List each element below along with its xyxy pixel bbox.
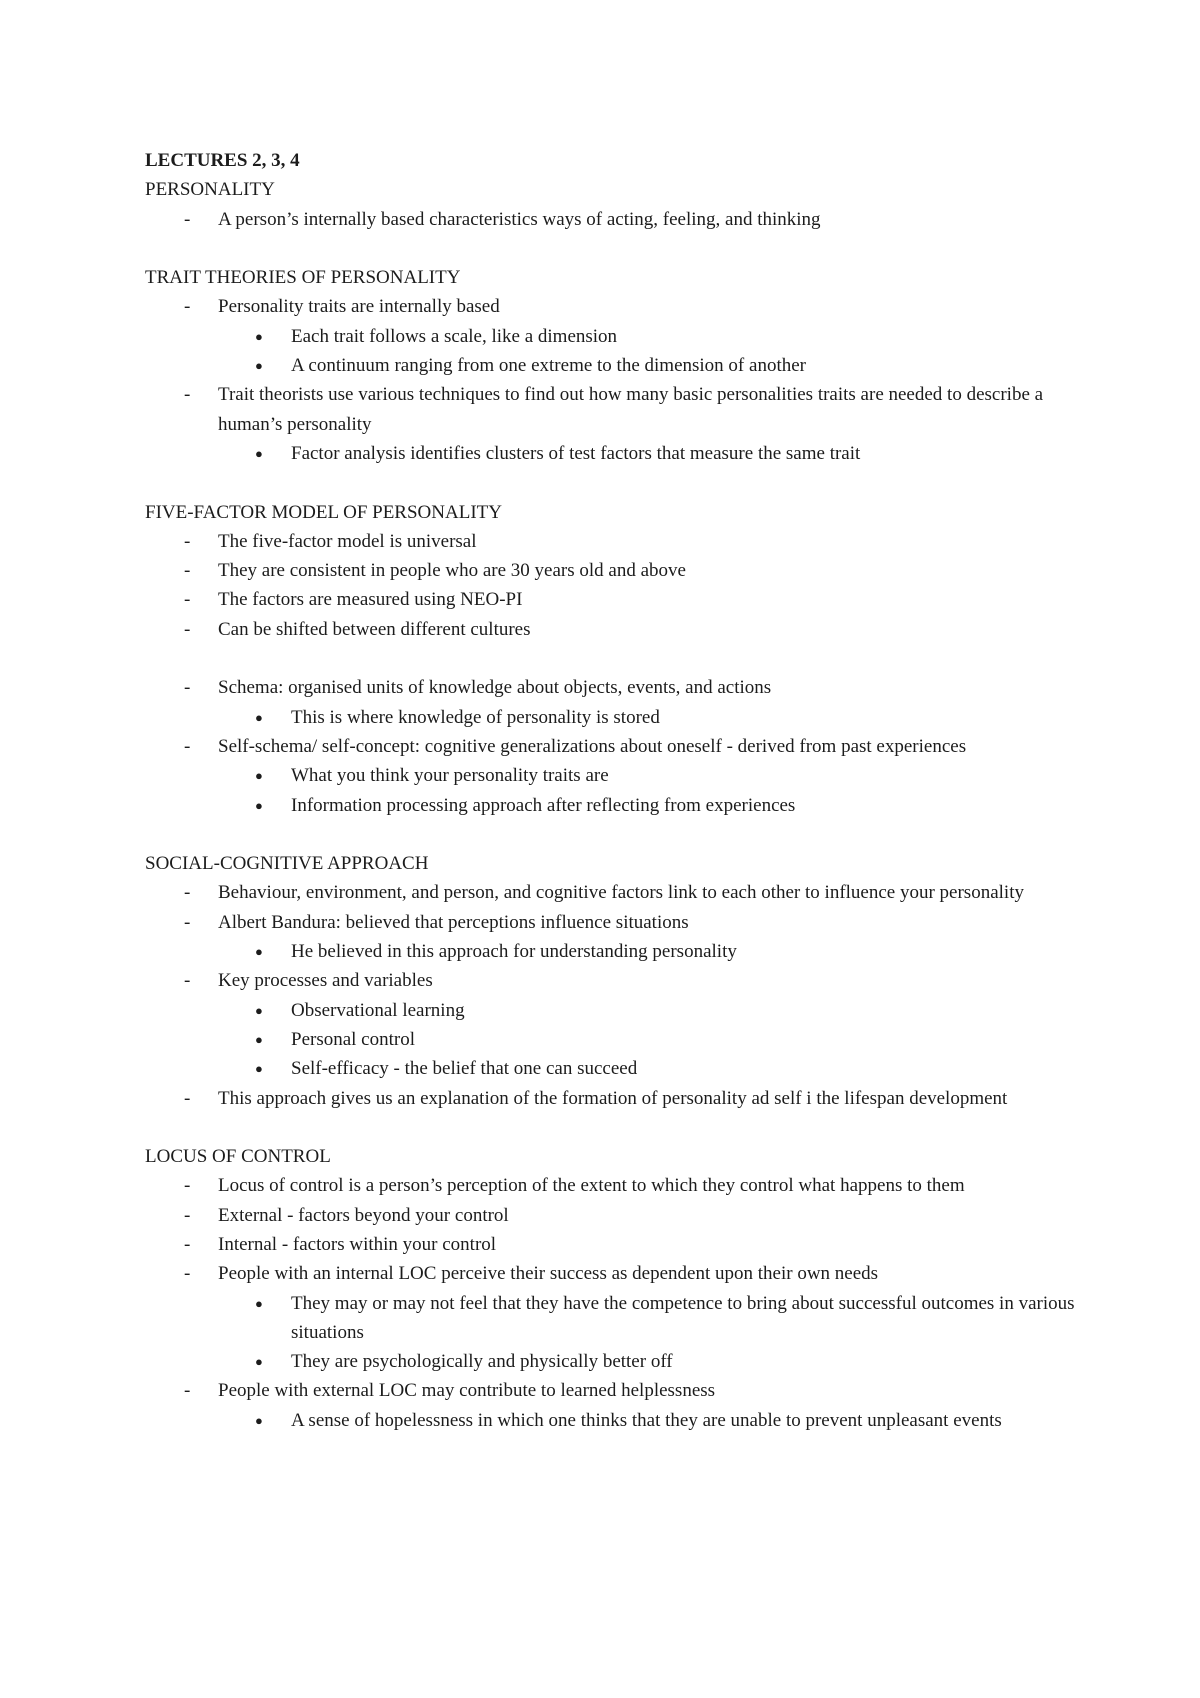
dash-list-item — [145, 732, 1105, 761]
dash-list-item — [145, 205, 1105, 234]
bullet-list-item — [145, 322, 1105, 351]
dash-list-item — [145, 527, 1105, 556]
bullet-marker: ● — [255, 797, 263, 813]
bullet-marker: ● — [255, 709, 263, 725]
bullet-marker: ● — [255, 1061, 263, 1077]
list-item-text: Schema: organised units of knowledge about objects, events, and actions — [218, 677, 772, 699]
list-item-text: Trait theorists use various techniques to find out how many basic personalities traits are needed to describe a human’s personality — [218, 384, 1044, 435]
list-item-text: Each trait follows a scale, like a dimension — [291, 325, 618, 347]
section-heading: TRAIT THEORIES OF PERSONALITY — [145, 267, 461, 289]
section-spacer — [145, 1113, 1105, 1142]
section-heading: PERSONALITY — [145, 179, 275, 201]
list-item-text: Observational learning — [291, 999, 465, 1021]
list-item-text: They may or may not feel that they have the competence to bring about successful outcomes in various situations — [291, 1292, 1075, 1343]
dash-marker: - — [184, 911, 191, 933]
bullet-marker: ● — [255, 445, 263, 461]
dash-marker: - — [184, 1380, 191, 1402]
list-item-text: This approach gives us an explanation of the formation of personality ad self i the lifespan development — [218, 1087, 1008, 1109]
bullet-list-item — [145, 439, 1105, 468]
list-item-text: Self-schema/ self-concept: cognitive generalizations about oneself - derived from past experiences — [218, 735, 967, 757]
dash-marker: - — [184, 735, 191, 757]
dash-list-item — [145, 1376, 1105, 1405]
dash-marker: - — [184, 208, 191, 230]
list-item-text: People with external LOC may contribute to learned helplessness — [218, 1380, 716, 1402]
bullet-list-item — [145, 1054, 1105, 1083]
list-item-text: Self-efficacy - the belief that one can succeed — [291, 1058, 638, 1080]
section-spacer — [145, 468, 1105, 497]
dash-marker: - — [184, 882, 191, 904]
dash-marker: - — [184, 1175, 191, 1197]
dash-marker: - — [184, 618, 191, 640]
list-item-text: Behaviour, environment, and person, and cognitive factors link to each other to influence your personality — [218, 882, 1024, 904]
list-item-text: A continuum ranging from one extreme to the dimension of another — [291, 355, 806, 377]
list-item-text: What you think your personality traits are — [291, 765, 609, 787]
dash-list-item — [145, 1259, 1105, 1288]
dash-list-item — [145, 673, 1105, 702]
bullet-marker: ● — [255, 328, 263, 344]
dash-list-item — [145, 1084, 1105, 1113]
dash-list-item — [145, 380, 1105, 439]
section-heading: SOCIAL-COGNITIVE APPROACH — [145, 853, 429, 875]
dash-list-item — [145, 1230, 1105, 1259]
dash-marker: - — [184, 1087, 191, 1109]
list-item-text: The five-factor model is universal — [218, 530, 477, 552]
list-item-text: Internal - factors within your control — [218, 1233, 497, 1255]
list-item-text: Albert Bandura: believed that perceptions influence situations — [218, 911, 689, 933]
bullet-marker: ● — [255, 1031, 263, 1047]
section-spacer — [145, 820, 1105, 849]
dash-marker: - — [184, 1263, 191, 1285]
section-heading: LOCUS OF CONTROL — [145, 1146, 331, 1168]
dash-list-item — [145, 556, 1105, 585]
bullet-list-item — [145, 351, 1105, 380]
dash-marker: - — [184, 1233, 191, 1255]
list-item-text: Key processes and variables — [218, 970, 433, 992]
dash-marker: - — [184, 296, 191, 318]
bullet-list-item — [145, 937, 1105, 966]
blank-line — [145, 644, 1105, 673]
bullet-list-item — [145, 791, 1105, 820]
list-item-text: A sense of hopelessness in which one thinks that they are unable to prevent unpleasant events — [291, 1409, 1002, 1431]
bullet-list-item — [145, 703, 1105, 732]
section-spacer — [145, 234, 1105, 263]
dash-list-item — [145, 292, 1105, 321]
dash-marker: - — [184, 970, 191, 992]
bullet-list-item — [145, 1406, 1105, 1435]
list-item-text: Information processing approach after reflecting from experiences — [291, 794, 796, 816]
list-item-text: The factors are measured using NEO-PI — [218, 589, 523, 611]
bullet-list-item — [145, 1289, 1105, 1348]
dash-list-item — [145, 615, 1105, 644]
dash-marker: - — [184, 1204, 191, 1226]
dash-marker: - — [184, 560, 191, 582]
dash-list-item — [145, 1171, 1105, 1200]
section-heading: FIVE-FACTOR MODEL OF PERSONALITY — [145, 501, 502, 523]
bullet-list-item — [145, 996, 1105, 1025]
dash-list-item — [145, 1201, 1105, 1230]
dash-marker: - — [184, 589, 191, 611]
list-item-text: People with an internal LOC perceive their success as dependent upon their own needs — [218, 1263, 879, 1285]
list-item-text: He believed in this approach for understanding personality — [291, 941, 737, 963]
list-item-text: A person’s internally based characteristics ways of acting, feeling, and thinking — [218, 208, 821, 230]
dash-marker: - — [184, 677, 191, 699]
bullet-list-item — [145, 1025, 1105, 1054]
bullet-marker: ● — [255, 768, 263, 784]
dash-list-item — [145, 878, 1105, 907]
list-item-text: Can be shifted between different cultures — [218, 618, 531, 640]
bullet-marker: ● — [255, 1295, 263, 1311]
list-item-text: Factor analysis identifies clusters of test factors that measure the same trait — [291, 442, 861, 464]
bullet-marker: ● — [255, 358, 263, 374]
list-item-text: Personality traits are internally based — [218, 296, 500, 318]
dash-marker: - — [184, 530, 191, 552]
list-item-text: External - factors beyond your control — [218, 1204, 509, 1226]
dash-list-item — [145, 908, 1105, 937]
list-item-text: This is where knowledge of personality is stored — [291, 706, 660, 728]
dash-marker: - — [184, 384, 191, 406]
bullet-marker: ● — [255, 1412, 263, 1428]
bullet-marker: ● — [255, 1354, 263, 1370]
list-item-text: They are consistent in people who are 30 years old and above — [218, 560, 686, 582]
list-item-text: They are psychologically and physically better off — [291, 1351, 673, 1373]
dash-list-item — [145, 585, 1105, 614]
document-title: LECTURES 2, 3, 4 — [145, 150, 300, 171]
document-body — [145, 146, 1105, 1435]
bullet-list-item — [145, 761, 1105, 790]
list-item-text: Locus of control is a person’s perception of the extent to which they control what happens to them — [218, 1175, 965, 1197]
dash-list-item — [145, 966, 1105, 995]
bullet-list-item — [145, 1347, 1105, 1376]
list-item-text: Personal control — [291, 1028, 416, 1050]
bullet-marker: ● — [255, 944, 263, 960]
bullet-marker: ● — [255, 1002, 263, 1018]
